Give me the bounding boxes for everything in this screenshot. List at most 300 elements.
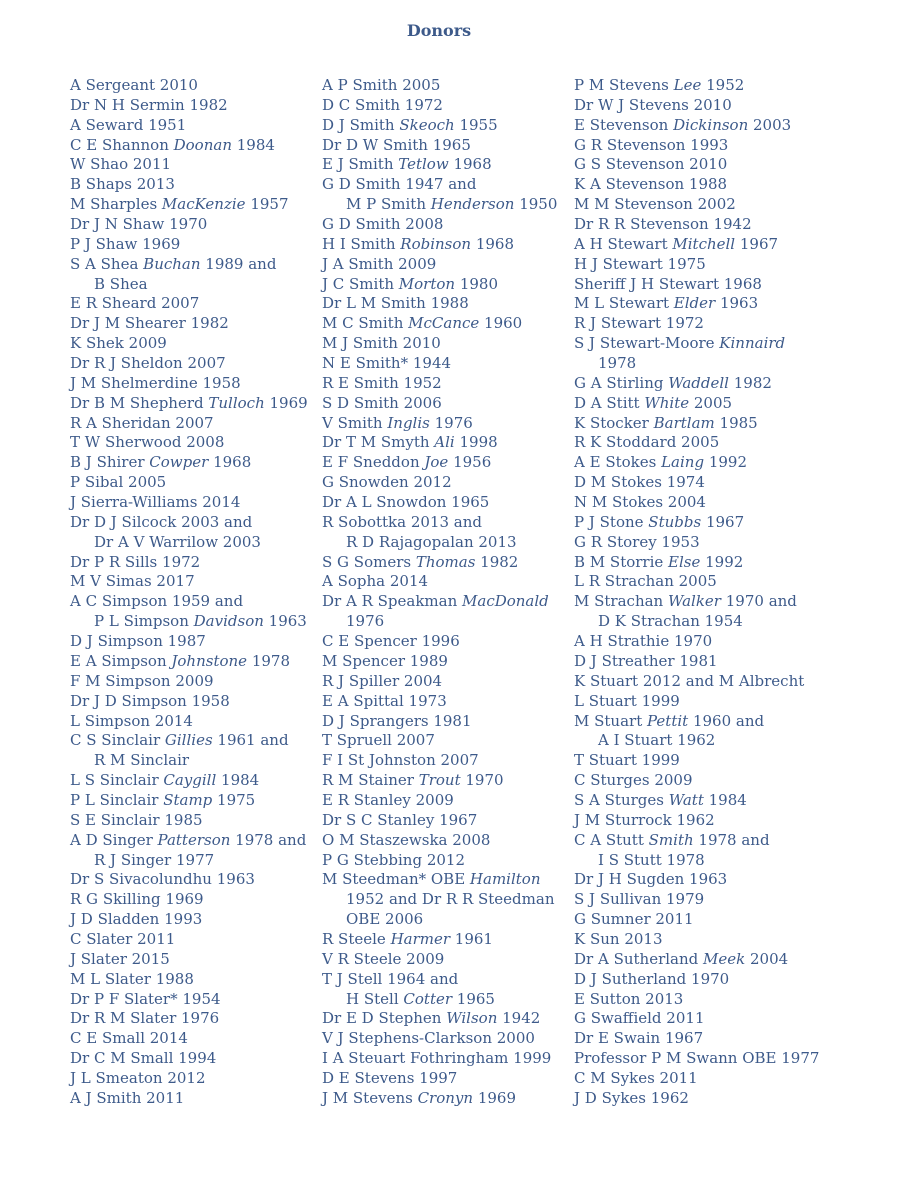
donor-entry	[574, 473, 814, 493]
donor-entry	[70, 870, 310, 890]
donor-entry	[574, 990, 814, 1010]
donor-entry	[574, 672, 814, 692]
donor-maiden-name: Inglis	[387, 413, 430, 432]
page-title: Donors	[406, 21, 472, 40]
donor-name-text: P Sibal 2005	[70, 473, 167, 492]
donor-name-text: Dr C M Small 1994	[70, 1049, 217, 1068]
donor-name-text: 1978 and	[693, 830, 770, 849]
donor-entry	[70, 136, 310, 156]
donor-entry	[574, 592, 814, 612]
donor-name-text: 2004	[745, 949, 789, 968]
donor-name-text: A Sergeant 2010	[70, 76, 198, 94]
donor-name-text: 2005	[689, 393, 733, 412]
donor-name-text: J M Shelmerdine 1958	[70, 373, 241, 392]
donor-name-text: G Snowden 2012	[322, 473, 452, 492]
donor-entry	[574, 533, 814, 553]
donor-name-text: 1982	[728, 373, 772, 392]
donor-entry	[70, 791, 310, 811]
donor-name-text: P M Stevens	[574, 76, 674, 94]
donor-name-text: J Sierra-Williams 2014	[70, 493, 241, 512]
donor-entry	[70, 553, 310, 573]
donor-name-text: C S Sinclair	[70, 731, 165, 750]
donor-name-text: J D Sladden 1993	[70, 910, 203, 929]
donor-entry	[322, 632, 562, 652]
donor-entry	[322, 354, 562, 374]
donor-maiden-name: Watt	[668, 790, 704, 809]
donor-name-text: S G Somers	[322, 552, 416, 571]
donor-entry	[322, 791, 562, 811]
donor-entry	[574, 394, 814, 414]
donor-entry	[70, 116, 310, 136]
donor-entry	[70, 155, 310, 175]
donor-name-text: 1984	[216, 771, 260, 790]
donor-name-text: 1967	[735, 234, 779, 253]
donor-name-text: Dr J N Shaw 1970	[70, 215, 208, 234]
donor-name-text: P L Simpson	[94, 612, 194, 631]
donor-maiden-name: Mitchell	[672, 234, 736, 253]
donor-name-text: E A Spittal 1973	[322, 691, 447, 710]
donor-name-text: Dr L M Smith 1988	[322, 294, 469, 313]
donor-maiden-name: Cowper	[149, 453, 209, 472]
donor-name-text: 1956	[448, 453, 492, 472]
donor-maiden-name: White	[644, 393, 690, 412]
donor-name-text: 1984	[231, 135, 275, 154]
donor-entry	[574, 553, 814, 573]
donor-entry-continuation	[70, 275, 310, 295]
donor-maiden-name: Stamp	[163, 790, 213, 809]
donor-name-text: 1969	[264, 393, 308, 412]
donor-entry	[574, 314, 814, 334]
donor-name-text: B Shaps 2013	[70, 175, 175, 194]
donor-name-text: M Spencer 1989	[322, 651, 448, 670]
donor-name-text: 1984	[703, 790, 747, 809]
donor-name-text: 1998	[454, 433, 498, 452]
donor-entry	[70, 195, 310, 215]
donor-name-text: Dr N H Sermin 1982	[70, 95, 228, 114]
donor-entry	[574, 890, 814, 910]
donor-entry	[574, 692, 814, 712]
donor-name-text: R J Stewart 1972	[574, 314, 704, 333]
donor-entry	[574, 294, 814, 314]
donor-name-text: L S Sinclair	[70, 771, 164, 790]
donor-name-text: R G Skilling 1969	[70, 890, 204, 909]
donor-name-text: D E Stevens 1997	[322, 1068, 458, 1087]
donor-name-text: 1978	[247, 651, 290, 670]
donor-name-text: R M Stainer	[322, 771, 419, 790]
donor-entry	[574, 1049, 820, 1069]
donor-entry	[574, 1029, 814, 1049]
donor-name-text: 1963	[263, 612, 307, 631]
donor-entry-continuation	[322, 612, 562, 632]
donor-name-text: R Steele	[322, 929, 391, 948]
donor-entry	[322, 76, 562, 96]
donor-name-text: G D Smith 1947 and	[322, 175, 477, 194]
donor-name-text: 1968	[448, 155, 492, 174]
donor-entry	[322, 712, 562, 732]
donor-name-text: G D Smith 2008	[322, 215, 444, 234]
donor-entry	[70, 513, 310, 533]
donor-entry	[70, 414, 310, 434]
donor-name-text: M L Slater 1988	[70, 969, 194, 988]
donor-name-text: A P Smith 2005	[322, 76, 441, 94]
donor-name-text: C A Stutt	[574, 830, 649, 849]
donor-maiden-name: Stubbs	[648, 512, 702, 531]
donor-name-text: 1952 and Dr R R Steedman	[346, 890, 555, 909]
donor-name-text: 1960 and	[688, 711, 765, 730]
donor-entry	[70, 1009, 310, 1029]
donor-name-text: M Strachan	[574, 592, 668, 611]
donor-name-text: B Shea	[94, 274, 148, 293]
donor-entry	[574, 255, 814, 275]
donor-entry	[70, 930, 310, 950]
donor-name-text: R Sobottka 2013 and	[322, 512, 483, 531]
donor-entry	[322, 572, 562, 592]
donor-entry	[574, 811, 814, 831]
donor-maiden-name: Wilson	[446, 1009, 498, 1028]
donor-entry	[322, 1069, 562, 1089]
donor-name-text: T Stuart 1999	[574, 751, 680, 770]
donor-name-text: D A Stitt	[574, 393, 645, 412]
donor-name-text: Dr B M Shepherd	[70, 393, 209, 412]
donor-maiden-name: McCance	[408, 314, 480, 333]
donor-name-text: M M Stevenson 2002	[574, 195, 736, 214]
donor-maiden-name: Robinson	[400, 234, 472, 253]
donor-name-text: 1957	[245, 195, 289, 214]
donor-entry	[322, 394, 562, 414]
donor-name-text: P J Shaw 1969	[70, 234, 181, 253]
donor-name-text: 1975	[212, 790, 256, 809]
donor-entry-continuation	[574, 851, 814, 871]
donor-maiden-name: Cotter	[403, 989, 453, 1008]
donor-entry-continuation	[322, 890, 562, 910]
donor-maiden-name: Lee	[673, 76, 702, 94]
donor-entry	[574, 76, 814, 96]
donor-entry	[574, 195, 814, 215]
donor-name-text: 1967	[701, 512, 745, 531]
donor-maiden-name: Cronyn	[417, 1088, 474, 1107]
donor-name-text: S J Sullivan 1979	[574, 890, 705, 909]
donor-name-text: Dr R M Slater 1976	[70, 1009, 220, 1028]
donor-name-text: Dr S C Stanley 1967	[322, 810, 478, 829]
donor-name-text: Dr J H Sugden 1963	[574, 870, 728, 889]
donor-entry	[70, 672, 310, 692]
donor-name-text: M Stuart	[574, 711, 648, 730]
donor-name-text: L Stuart 1999	[574, 691, 680, 710]
donor-name-text: I A Steuart Fothringham 1999	[322, 1049, 552, 1068]
donor-name-text: 1952	[701, 76, 745, 94]
donor-column-2	[322, 76, 562, 1109]
donor-name-text: G A Stirling	[574, 373, 669, 392]
donor-name-text: Professor P M Swann OBE 1977	[574, 1049, 820, 1068]
donor-entry	[70, 493, 310, 513]
donor-entry	[70, 354, 310, 374]
donor-entry	[322, 731, 562, 751]
donor-entry	[322, 652, 562, 672]
donor-name-text: J M Sturrock 1962	[574, 810, 715, 829]
donor-entry	[322, 294, 562, 314]
donor-entry	[322, 255, 562, 275]
donor-name-text: Dr A L Snowdon 1965	[322, 493, 490, 512]
donor-name-text: C Sturges 2009	[574, 771, 693, 790]
donor-name-text: 1961	[450, 929, 493, 948]
donor-entry	[574, 414, 814, 434]
donor-entry	[70, 1069, 310, 1089]
donor-maiden-name: Else	[668, 552, 701, 571]
donor-name-text: M Sharples	[70, 195, 162, 214]
donor-name-text: K A Stevenson 1988	[574, 175, 728, 194]
donor-entry	[322, 215, 562, 235]
donor-name-text: Dr E D Stephen	[322, 1009, 447, 1028]
donor-entry	[70, 592, 310, 612]
donor-entry	[574, 1089, 814, 1109]
donor-name-text: A H Stewart	[574, 234, 673, 253]
donor-maiden-name: Davidson	[193, 612, 264, 631]
donor-name-text: 1980	[455, 274, 499, 293]
donor-entry	[322, 453, 562, 473]
donor-entry	[70, 572, 310, 592]
donor-entry	[574, 155, 814, 175]
donor-name-text: S A Sturges	[574, 790, 669, 809]
donor-name-text: J C Smith	[322, 274, 399, 293]
donor-name-text: M Steedman* OBE	[322, 870, 470, 889]
donor-name-text: E R Sheard 2007	[70, 294, 200, 313]
donor-name-text: G R Stevenson 1993	[574, 135, 729, 154]
donor-entry	[322, 1029, 562, 1049]
donor-name-text: N M Stokes 2004	[574, 493, 706, 512]
donor-maiden-name: Bartlam	[653, 413, 715, 432]
donor-entry	[70, 473, 310, 493]
donor-name-text: D J Streather 1981	[574, 651, 718, 670]
donor-entry	[70, 433, 310, 453]
donor-entry	[322, 374, 562, 394]
donor-entry-continuation	[322, 910, 562, 930]
donor-entry	[574, 1009, 814, 1029]
donor-name-text: M V Simas 2017	[70, 572, 195, 591]
donor-maiden-name: Hamilton	[469, 870, 541, 889]
donor-entry	[70, 1029, 310, 1049]
donor-name-text: Dr J D Simpson 1958	[70, 691, 230, 710]
donor-name-text: Dr R R Stevenson 1942	[574, 215, 752, 234]
donor-name-text: S J Stewart-Moore	[574, 334, 720, 353]
donor-name-text: T Spruell 2007	[322, 731, 435, 750]
donor-entry	[70, 394, 310, 414]
donor-name-text: Dr A Sutherland	[574, 949, 704, 968]
donor-maiden-name: Pettit	[647, 711, 689, 730]
donor-entry	[574, 831, 814, 851]
donor-name-text: 1989 and	[200, 254, 277, 273]
donor-name-text: D J Sutherland 1970	[574, 969, 730, 988]
donor-name-text: 1992	[700, 552, 744, 571]
donor-name-text: L Simpson 2014	[70, 711, 193, 730]
donor-entry-continuation	[70, 612, 310, 632]
donor-entry	[574, 652, 814, 672]
donor-name-text: J A Smith 2009	[322, 254, 437, 273]
donor-maiden-name: Ali	[434, 433, 455, 452]
donor-maiden-name: Caygill	[163, 771, 217, 790]
donor-name-text: P G Stebbing 2012	[322, 850, 465, 869]
donor-entry	[322, 851, 562, 871]
donor-entry	[70, 1089, 310, 1109]
donor-name-text: J D Sykes 1962	[574, 1088, 689, 1107]
donor-entry	[70, 970, 310, 990]
donor-name-text: S D Smith 2006	[322, 393, 442, 412]
donor-name-text: J L Smeaton 2012	[70, 1068, 206, 1087]
donor-name-text: C E Small 2014	[70, 1029, 188, 1048]
donor-name-text: J M Stevens	[322, 1088, 418, 1107]
donor-entry	[574, 791, 814, 811]
donor-name-text: A D Singer	[70, 830, 158, 849]
donor-entry	[574, 235, 814, 255]
donor-entry	[574, 96, 814, 116]
donor-entry	[70, 910, 310, 930]
donor-maiden-name: Kinnaird	[719, 334, 786, 353]
donor-entry	[322, 155, 562, 175]
donor-entry	[70, 831, 310, 851]
donor-entry	[322, 970, 562, 990]
donor-maiden-name: Tulloch	[208, 393, 265, 412]
donor-entry	[70, 453, 310, 473]
donor-entry-continuation	[322, 990, 562, 1010]
donor-name-text: P J Stone	[574, 512, 649, 531]
donor-maiden-name: Meek	[703, 949, 746, 968]
donor-name-text: D M Stokes 1974	[574, 473, 705, 492]
donor-name-text: 1985	[714, 413, 758, 432]
donor-entry-continuation	[574, 354, 814, 374]
donor-entry	[322, 553, 562, 573]
donor-name-text: K Stuart 2012 and M Albrecht	[574, 671, 805, 690]
donor-entry	[574, 275, 814, 295]
donor-entry	[322, 592, 562, 612]
donor-entry	[70, 811, 310, 831]
donor-maiden-name: MacDonald	[462, 592, 549, 611]
donor-name-text: H Stell	[346, 989, 404, 1008]
donor-entry	[70, 175, 310, 195]
donor-name-text: 1978	[598, 354, 637, 373]
donor-name-text: V J Stephens-Clarkson 2000	[322, 1029, 535, 1048]
donor-entry	[70, 950, 310, 970]
donor-name-text: E A Simpson	[70, 651, 172, 670]
donor-entry	[574, 712, 814, 732]
donor-name-text: V Smith	[322, 413, 388, 432]
donor-entry	[574, 215, 814, 235]
donor-name-text: K Sun 2013	[574, 929, 663, 948]
donor-name-text: M J Smith 2010	[322, 334, 441, 353]
donor-name-text: B J Shirer	[70, 453, 150, 472]
donor-entry	[574, 513, 814, 533]
donor-entry	[322, 493, 562, 513]
donor-entry	[70, 76, 310, 96]
donor-entry	[70, 255, 310, 275]
donor-maiden-name: Tetlow	[398, 155, 449, 174]
donor-name-text: C Slater 2011	[70, 929, 176, 948]
donor-name-text: E Stevenson	[574, 115, 674, 134]
donor-name-text: R K Stoddard 2005	[574, 433, 720, 452]
donor-entry	[574, 1069, 814, 1089]
donor-entry	[322, 414, 562, 434]
donor-entry	[322, 473, 562, 493]
donor-maiden-name: Thomas	[415, 552, 476, 571]
donor-name-text: D J Smith	[322, 115, 400, 134]
donor-entry	[322, 870, 562, 890]
donor-entry	[322, 771, 562, 791]
donor-name-text: D J Simpson 1987	[70, 632, 206, 651]
donor-name-text: W Shao 2011	[70, 155, 172, 174]
donor-entry	[574, 751, 814, 771]
donor-entry	[322, 433, 562, 453]
donor-name-text: A I Stuart 1962	[598, 731, 716, 750]
donor-name-text: 1955	[454, 115, 498, 134]
donor-entry	[574, 950, 814, 970]
donor-entry	[70, 632, 310, 652]
donor-entry	[322, 136, 562, 156]
donor-name-text: 1960	[479, 314, 523, 333]
donor-name-text: Dr S Sivacolundhu 1963	[70, 870, 255, 889]
donor-name-text: OBE 2006	[346, 910, 424, 929]
donor-maiden-name: Gillies	[164, 731, 213, 750]
donor-entry-continuation	[70, 751, 310, 771]
donor-maiden-name: Joe	[424, 453, 449, 472]
donor-name-text: M L Stewart	[574, 294, 674, 313]
donor-maiden-name: MacKenzie	[161, 195, 246, 214]
donor-entry	[70, 294, 310, 314]
donor-entry	[70, 314, 310, 334]
donor-name-text: 2003	[748, 115, 792, 134]
donor-maiden-name: Buchan	[143, 254, 201, 273]
donor-name-text: 1965	[452, 989, 495, 1008]
donor-name-text: S A Shea	[70, 254, 144, 273]
donor-name-text: T W Sherwood 2008	[70, 433, 225, 452]
donor-name-text: 1963	[715, 294, 759, 313]
donor-name-text: Dr W J Stevens 2010	[574, 95, 732, 114]
donor-name-text: 1982	[475, 552, 519, 571]
donor-name-text: 1992	[704, 453, 748, 472]
donor-entry	[574, 910, 814, 930]
donor-entry	[322, 275, 562, 295]
donor-name-text: E R Stanley 2009	[322, 790, 454, 809]
donor-entry	[322, 751, 562, 771]
donor-name-text: 1942	[497, 1009, 541, 1028]
donor-name-text: E J Smith	[322, 155, 399, 174]
donor-entry	[574, 930, 814, 950]
donor-entry	[322, 314, 562, 334]
donor-entry	[322, 175, 562, 195]
donor-name-text: A J Smith 2011	[70, 1088, 185, 1107]
donor-entry	[322, 811, 562, 831]
donor-name-text: 1968	[208, 453, 252, 472]
donor-name-text: M C Smith	[322, 314, 409, 333]
donor-name-text: H I Smith	[322, 234, 401, 253]
donor-entry	[70, 890, 310, 910]
donor-entry	[574, 572, 814, 592]
donor-name-text: Sheriff J H Stewart 1968	[574, 274, 762, 293]
donor-entry	[574, 493, 814, 513]
donor-entry	[322, 235, 562, 255]
donor-name-text: A Sopha 2014	[322, 572, 429, 591]
donor-entry	[70, 96, 310, 116]
donor-entry-continuation	[70, 533, 310, 553]
donor-name-text: F M Simpson 2009	[70, 671, 214, 690]
donor-name-text: R J Singer 1977	[94, 850, 215, 869]
donor-entry	[574, 334, 814, 354]
donor-name-text: A H Strathie 1970	[574, 632, 713, 651]
donor-name-text: K Shek 2009	[70, 334, 167, 353]
donor-column-1	[70, 76, 310, 1109]
donor-name-text: R J Spiller 2004	[322, 671, 443, 690]
donor-name-text: G R Storey 1953	[574, 532, 700, 551]
donor-name-text: Dr D W Smith 1965	[322, 135, 471, 154]
donor-maiden-name: Morton	[398, 274, 456, 293]
donor-name-text: S E Sinclair 1985	[70, 810, 203, 829]
